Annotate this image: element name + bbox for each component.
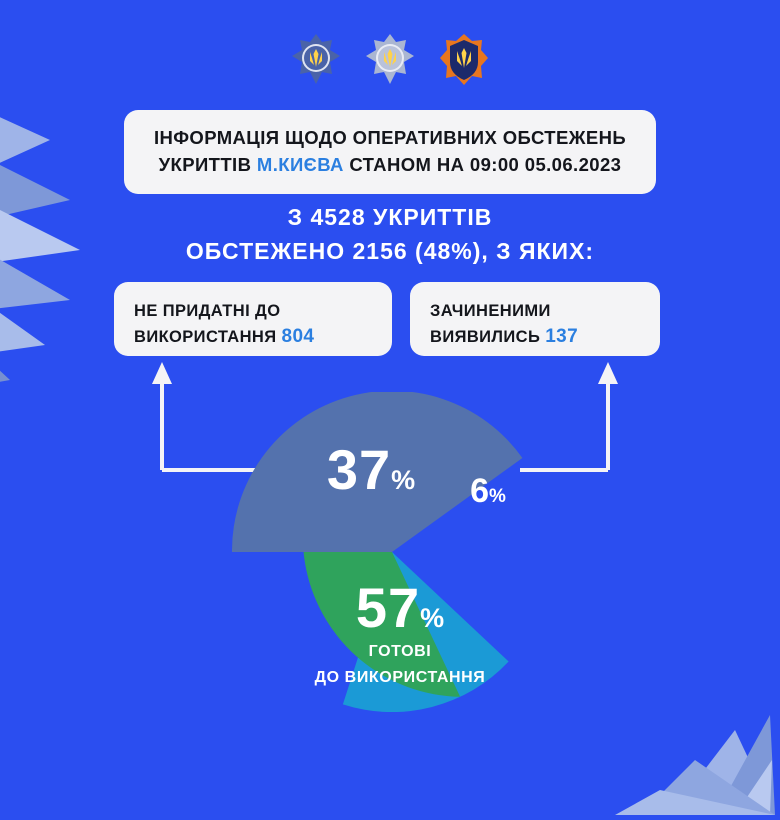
- decorative-fan-bottom: [520, 620, 780, 820]
- callout-left-value: 804: [281, 326, 315, 347]
- pie-label-ready-pct: %: [420, 603, 445, 633]
- pie-label-unusable-pct: %: [391, 465, 416, 495]
- pie-chart: [232, 392, 552, 712]
- callout-left-line-1: НЕ ПРИДАТНІ ДО: [134, 302, 281, 320]
- subtitle-line-1: З 4528 УКРИТТІВ: [287, 204, 493, 230]
- header-pill: [124, 110, 656, 194]
- callout-right-value: 137: [545, 326, 579, 347]
- callout-card-closed: [410, 282, 660, 356]
- pie-label-unusable: [306, 438, 436, 501]
- pie-label-closed-pct: %: [489, 486, 506, 507]
- arrow-left-head: [152, 362, 172, 384]
- subtitle-block: [0, 200, 780, 268]
- pie-label-ready-sub-2: ДО ВИКОРИСТАННЯ: [314, 669, 486, 686]
- header-line-2-suffix: СТАНОМ НА 09:00 05.06.2023: [343, 154, 622, 175]
- callout-left-label: ВИКОРИСТАННЯ: [134, 328, 282, 346]
- pie-label-closed-value: 6: [470, 472, 489, 510]
- pie-label-ready-value: 57: [355, 576, 421, 639]
- callout-right-label: ВИЯВИЛИСЬ: [430, 328, 546, 346]
- callout-card-unusable: [114, 282, 392, 356]
- header-city-highlight: М.КИЄВА: [256, 154, 344, 175]
- pie-label-closed: [450, 474, 526, 508]
- callout-left-line-2: [134, 324, 372, 350]
- subtitle-line-2: ОБСТЕЖЕНО 2156 (48%), З ЯКИХ:: [185, 238, 595, 264]
- pie-label-ready: [310, 576, 490, 688]
- header-line-2-prefix: УКРИТТІВ: [158, 154, 257, 175]
- pie-label-unusable-value: 37: [326, 438, 392, 501]
- header-line-1: ІНФОРМАЦІЯ ЩОДО ОПЕРАТИВНИХ ОБСТЕЖЕНЬ: [153, 127, 627, 148]
- sesu-emergency-service-emblem: [438, 32, 490, 88]
- national-police-emblem: [290, 32, 342, 88]
- callout-right-line-1: ЗАЧИНЕНИМИ: [430, 302, 551, 320]
- header-line-2: [142, 151, 638, 178]
- pie-label-ready-sub-1: ГОТОВІ: [368, 643, 432, 660]
- emblem-row: [0, 32, 780, 88]
- callout-right-line-2: [430, 324, 640, 350]
- arrow-right-head: [598, 362, 618, 384]
- police-star-emblem: [364, 32, 416, 88]
- pie-label-ready-row: [310, 576, 490, 639]
